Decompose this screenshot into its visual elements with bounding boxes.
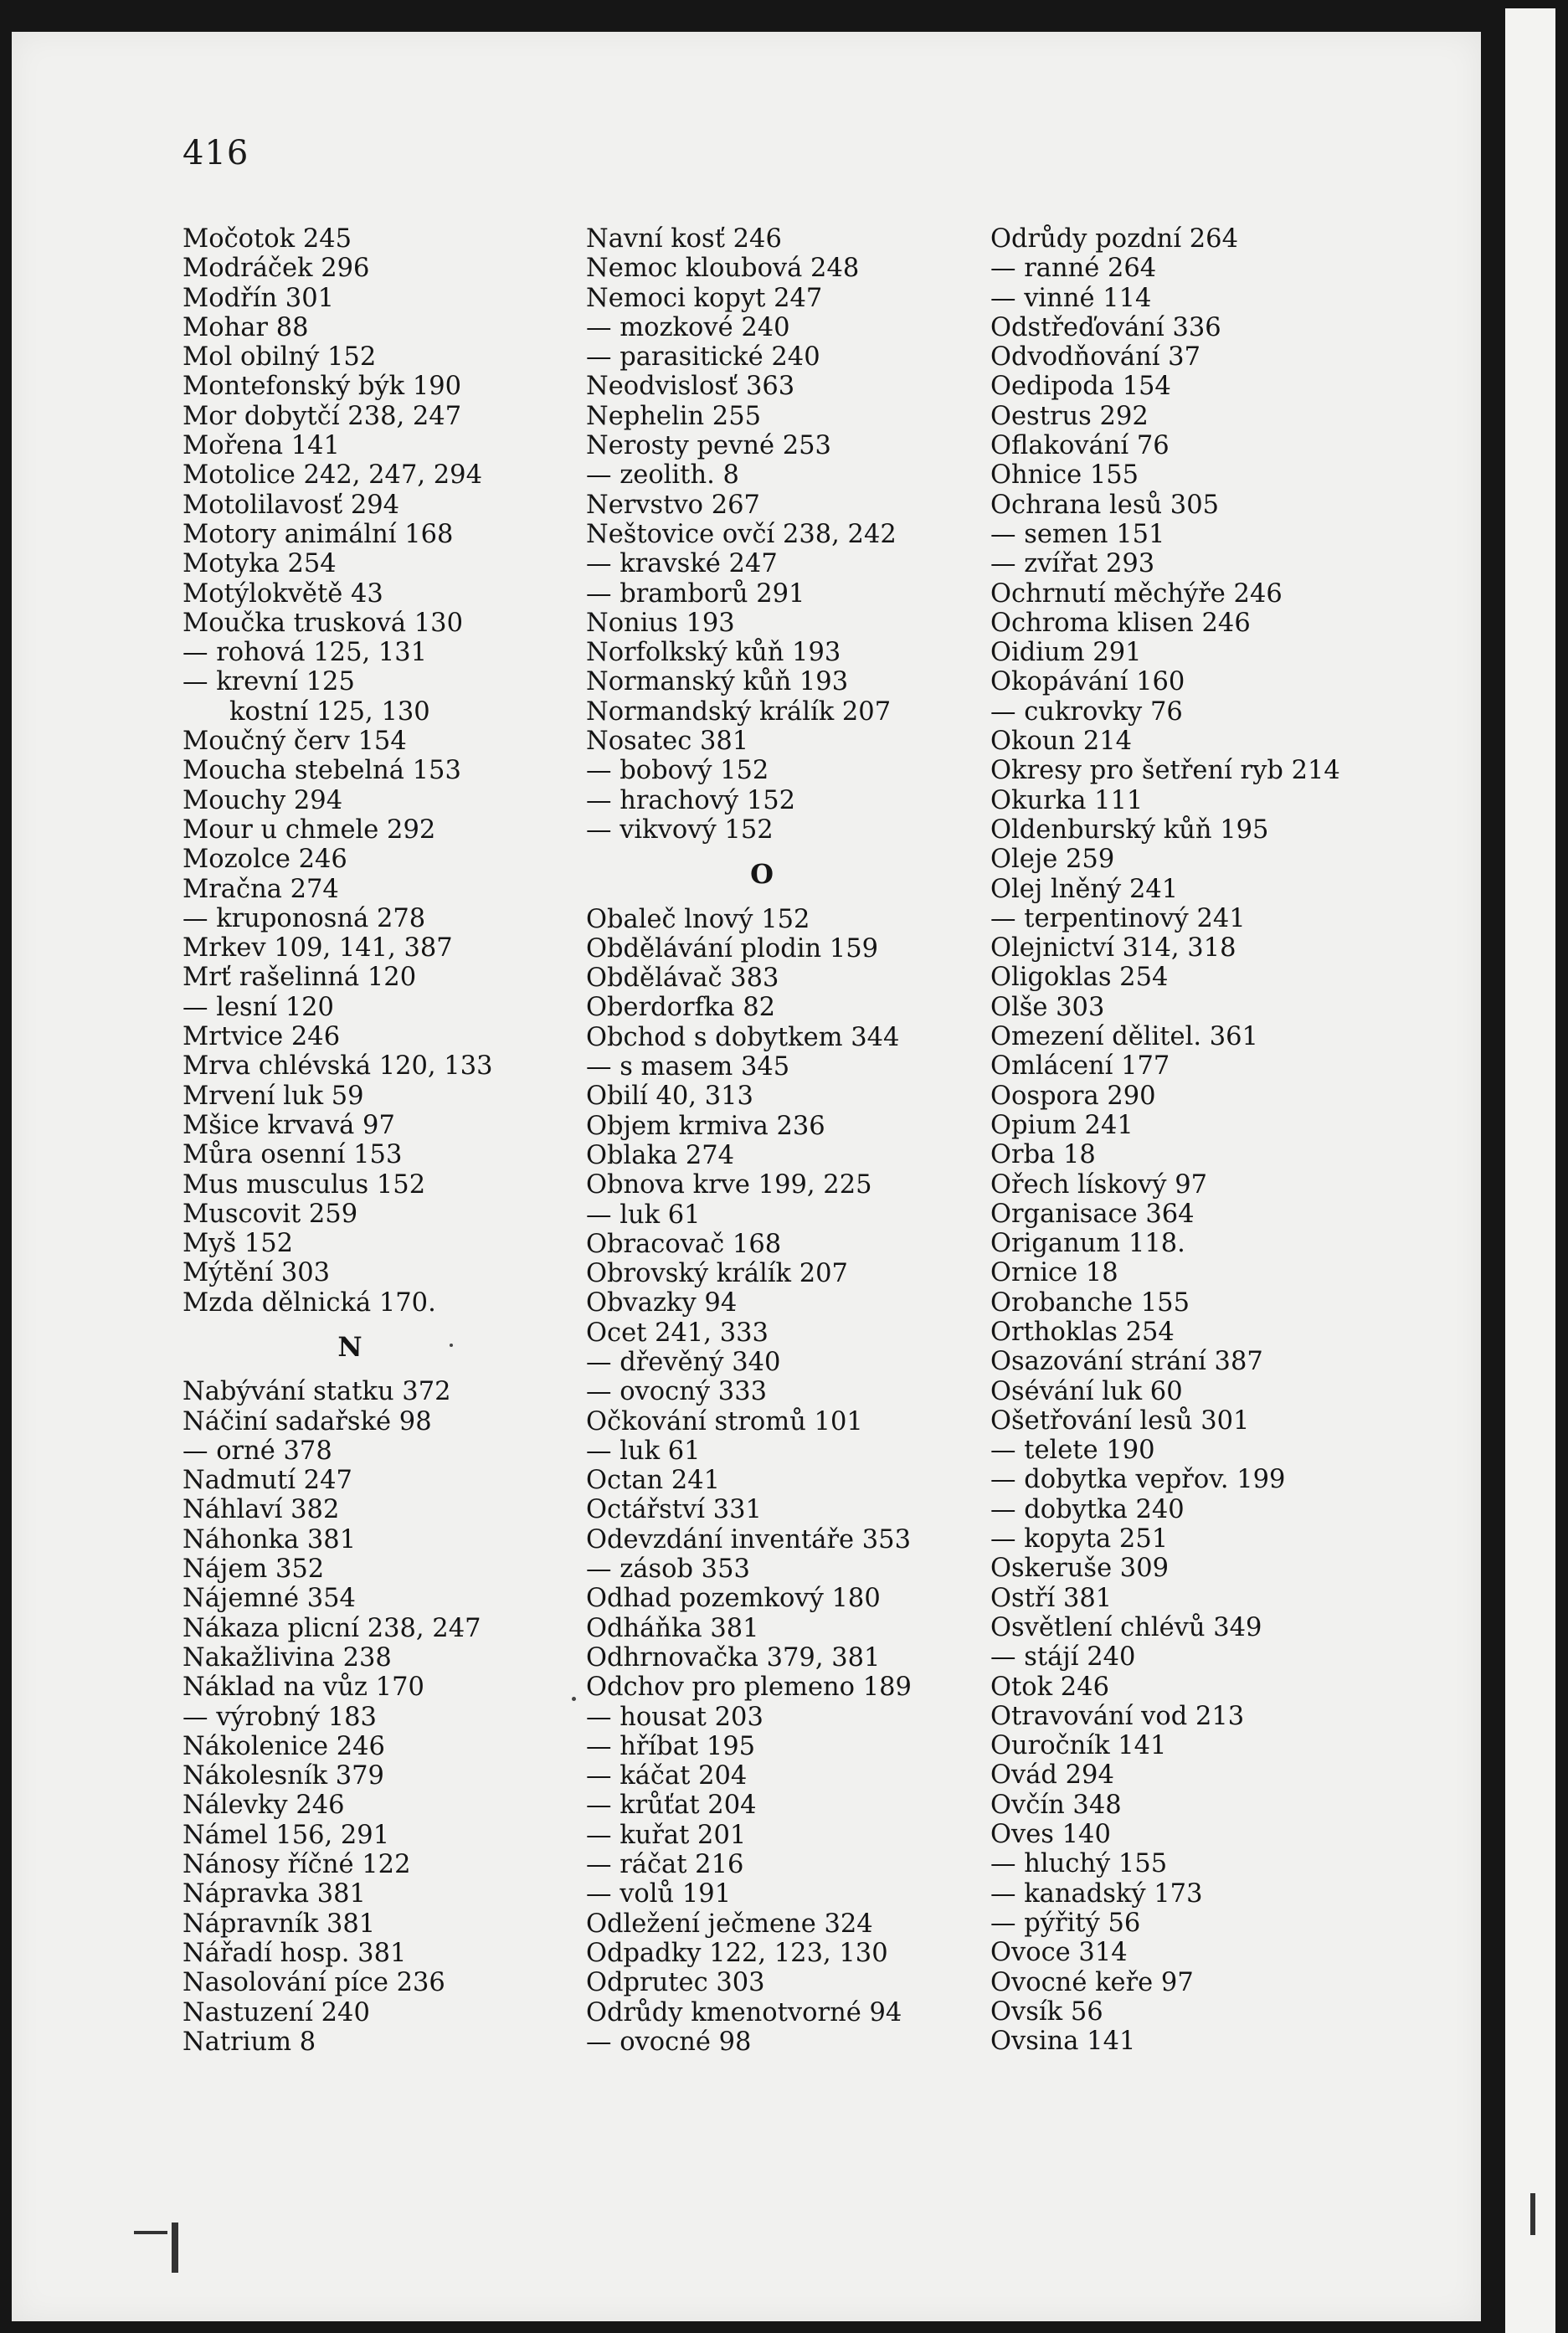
index-entry: — zeolith. 8	[586, 460, 739, 491]
index-entry: Ovčín 348	[990, 1790, 1122, 1820]
index-entry: — stájí 240	[990, 1642, 1136, 1673]
index-entry: Osévání luk 60	[990, 1376, 1183, 1406]
index-entry: Ohnice 155	[990, 460, 1139, 491]
index-entry: Námel 156, 291	[183, 1820, 390, 1850]
index-entry: Odhad pozemkový 180	[586, 1584, 881, 1614]
index-entry: Obilí 40, 313	[586, 1082, 753, 1112]
index-entry: — dobytka vepřov. 199	[990, 1465, 1286, 1495]
index-entry: Orthoklas 254	[990, 1317, 1175, 1347]
index-entry: Mus musculus 152	[183, 1169, 426, 1200]
scan-margin-mark	[172, 2223, 178, 2273]
index-entry: Ovocné keře 97	[990, 1967, 1194, 1997]
index-entry: — luk 61	[586, 1436, 701, 1466]
index-entry: — ranné 264	[990, 254, 1157, 284]
index-entry: Nasolování píce 236	[183, 1968, 445, 1998]
index-entry: Odchov pro plemeno 189	[586, 1673, 912, 1703]
index-entry: Opium 241	[990, 1110, 1134, 1140]
index-entry: — s masem 345	[586, 1052, 790, 1082]
index-entry: Nájem 352	[183, 1554, 325, 1585]
index-entry: Nastuzení 240	[183, 1997, 370, 2027]
index-entry: Natrium 8	[183, 2027, 316, 2057]
index-entry: Odležení ječmene 324	[586, 1909, 873, 1939]
index-entry: Normanský kůň 193	[586, 667, 849, 697]
index-entry: Mour u chmele 292	[183, 814, 436, 845]
index-entry: Mrtvice 246	[183, 1022, 341, 1052]
index-entry: Nákolenice 246	[183, 1731, 385, 1761]
index-entry: — rohová 125, 131	[183, 638, 428, 668]
index-entry: Můra osenní 153	[183, 1140, 403, 1170]
index-entry: Mořena 141	[183, 431, 340, 461]
index-entry: — kanadský 173	[990, 1878, 1203, 1909]
index-entry: Obnova krve 199, 225	[586, 1170, 872, 1200]
index-entry: Motyka 254	[183, 549, 337, 579]
index-entry: — ráčat 216	[586, 1850, 744, 1880]
index-entry: — zvířat 293	[990, 549, 1155, 579]
index-entry: Olše 303	[990, 992, 1105, 1022]
index-entry: Normandský králík 207	[586, 696, 892, 727]
index-entry: Olej lněný 241	[990, 874, 1179, 904]
index-entry: Ochroma klisen 246	[990, 608, 1251, 638]
index-entry: — housat 203	[586, 1702, 763, 1732]
index-entry: — lesní 120	[183, 992, 334, 1022]
index-entry: Octářství 331	[586, 1495, 762, 1525]
index-entry: Mrkev 109, 141, 387	[183, 933, 453, 964]
index-entry: Nánosy říčné 122	[183, 1850, 411, 1880]
index-entry: Obracovač 168	[586, 1229, 782, 1259]
index-entry: Motolilavosť 294	[183, 490, 400, 520]
index-entry: Objem krmiva 236	[586, 1111, 825, 1141]
index-entry: Odhrnovačka 379, 381	[586, 1642, 881, 1673]
index-entry: Oligoklas 254	[990, 963, 1169, 993]
index-entry: Nálevky 246	[183, 1791, 345, 1821]
index-entry: — krevní 125	[183, 667, 355, 697]
index-entry: Obvazky 94	[586, 1288, 738, 1318]
index-entry: Okopávání 160	[990, 667, 1185, 697]
index-entry: Oleje 259	[990, 845, 1115, 875]
index-entry: — luk 61	[586, 1200, 701, 1230]
index-entry: Omezení dělitel. 361	[990, 1022, 1258, 1052]
index-entry: — volů 191	[586, 1879, 732, 1909]
index-entry: Oldenburský kůň 195	[990, 814, 1269, 845]
index-entry: Neštovice ovčí 238, 242	[586, 519, 897, 549]
index-entry: Ošetřování lesů 301	[990, 1405, 1250, 1436]
index-entry: Nonius 193	[586, 608, 735, 638]
index-entry: — mozkové 240	[586, 312, 790, 342]
index-entry: Nájemné 354	[183, 1584, 356, 1614]
index-entry: — dřevěný 340	[586, 1347, 781, 1377]
index-entry: — vinné 114	[990, 283, 1152, 313]
index-entry: — hluchý 155	[990, 1849, 1168, 1879]
index-entry: Nemoc kloubová 248	[586, 254, 860, 284]
index-entry: — bramborů 291	[586, 578, 805, 609]
index-entry: Organisace 364	[990, 1199, 1195, 1229]
index-entry: Oskeruše 309	[990, 1554, 1170, 1584]
index-entry: Nakažlivina 238	[183, 1642, 392, 1673]
index-entry: Osvětlení chlévů 349	[990, 1612, 1262, 1642]
index-entry: — kopyta 251	[990, 1524, 1169, 1554]
index-entry: Oedipoda 154	[990, 372, 1171, 402]
index-entry: Okurka 111	[990, 785, 1144, 815]
index-entry: Ovsina 141	[990, 2027, 1136, 2057]
index-entry: Nápravník 381	[183, 1909, 376, 1939]
index-entry: Nákolesník 379	[183, 1761, 384, 1791]
index-entry: Modřín 301	[183, 283, 335, 313]
index-entry: Oidium 291	[990, 638, 1142, 668]
index-entry: Moucha stebelná 153	[183, 756, 461, 786]
index-entry: — káčat 204	[586, 1761, 748, 1791]
index-entry: — hrachový 152	[586, 785, 796, 815]
index-entry: Odháňka 381	[586, 1613, 759, 1643]
index-entry: Ovsík 56	[990, 1996, 1103, 2027]
index-entry: Orobanche 155	[990, 1287, 1190, 1318]
index-entry: Montefonský býk 190	[183, 372, 462, 402]
index-entry: Ovád 294	[990, 1760, 1114, 1791]
index-entry: — hříbat 195	[586, 1731, 756, 1761]
index-entry: Okresy pro šetření ryb 214	[990, 756, 1340, 786]
index-entry: Nemoci kopyt 247	[586, 283, 823, 313]
index-entry: — pýřitý 56	[990, 1908, 1141, 1938]
index-entry: Ornice 18	[990, 1258, 1118, 1288]
index-entry: Otok 246	[990, 1672, 1110, 1702]
index-entry: — vikvový 152	[586, 814, 774, 845]
index-entry: Mohar 88	[183, 312, 309, 342]
index-entry: — terpentinový 241	[990, 903, 1246, 933]
index-entry: Ovoce 314	[990, 1938, 1128, 1968]
index-entry: — bobový 152	[586, 756, 769, 786]
index-entry: Odpadky 122, 123, 130	[586, 1938, 888, 1968]
index-entry: Mzda dělnická 170.	[183, 1287, 436, 1318]
index-entry: Nářadí hosp. 381	[183, 1938, 407, 1968]
index-entry: Oospora 290	[990, 1081, 1156, 1111]
index-entry: Mrva chlévská 120, 133	[183, 1051, 493, 1082]
index-entry: — kruponosná 278	[183, 903, 426, 933]
index-entry: Nephelin 255	[586, 401, 762, 431]
index-entry: Nápravka 381	[183, 1879, 366, 1909]
index-entry: Olejnictví 314, 318	[990, 933, 1236, 964]
index-entry: Nerosty pevné 253	[586, 431, 831, 461]
adjacent-page-edge	[1505, 8, 1555, 2333]
index-entry: Odstřeďování 336	[990, 312, 1221, 342]
index-entry: Náhonka 381	[183, 1524, 357, 1554]
index-entry: Očkování stromů 101	[586, 1406, 863, 1436]
index-entry: Orba 18	[990, 1140, 1096, 1170]
index-entry: Origanum 118.	[990, 1229, 1185, 1259]
index-entry: — kuřat 201	[586, 1820, 747, 1850]
index-entry: Mouchy 294	[183, 785, 343, 815]
index-entry: Moučka trusková 130	[183, 608, 463, 638]
index-entry: Navní kosť 246	[586, 224, 782, 254]
index-entry: Odprutec 303	[586, 1968, 765, 1998]
index-entry: Nadmutí 247	[183, 1466, 352, 1496]
index-entry: Obdělávač 383	[586, 964, 779, 994]
index-entry: Odvodňování 37	[990, 342, 1200, 373]
index-entry: Odrůdy kmenotvorné 94	[586, 1997, 902, 2027]
index-entry: Norfolkský kůň 193	[586, 638, 841, 668]
index-entry: Náklad na vůz 170	[183, 1673, 424, 1703]
index-entry: Ochrana lesů 305	[990, 490, 1220, 520]
scan-margin-mark	[134, 2231, 167, 2234]
index-entry: Oflakování 76	[990, 431, 1170, 461]
index-entry: Nosatec 381	[586, 727, 749, 757]
index-entry: Otravování vod 213	[990, 1701, 1245, 1731]
page-number: 416	[183, 134, 249, 172]
index-entry: Ochrnutí měchýře 246	[990, 578, 1283, 609]
scan-speck	[450, 1344, 453, 1347]
index-entry: Osazování strání 387	[990, 1347, 1263, 1377]
index-entry: Motolice 242, 247, 294	[183, 460, 482, 491]
index-entry: kostní 125, 130	[229, 696, 430, 727]
index-entry: Myš 152	[183, 1229, 294, 1259]
index-entry: Obchod s dobytkem 344	[586, 1022, 900, 1052]
index-entry: Náhlaví 382	[183, 1495, 340, 1525]
index-entry: Ouročník 141	[990, 1731, 1167, 1761]
scan-margin-mark	[1530, 2193, 1535, 2235]
index-entry: — krůťat 204	[586, 1791, 757, 1821]
index-entry: — orné 378	[183, 1436, 332, 1466]
index-entry: Octan 241	[586, 1466, 721, 1496]
index-entry: — ovocné 98	[586, 2027, 752, 2057]
index-entry: Náčiní sadařské 98	[183, 1406, 432, 1436]
index-entry: Močotok 245	[183, 224, 352, 254]
index-entry: — kravské 247	[586, 549, 778, 579]
index-entry: Mrvení luk 59	[183, 1081, 364, 1111]
section-heading-o: O	[750, 858, 774, 891]
index-entry: Mračna 274	[183, 874, 339, 904]
index-entry: Oblaka 274	[586, 1140, 735, 1170]
index-entry: — cukrovky 76	[990, 696, 1183, 727]
index-entry: Obrovský králík 207	[586, 1259, 848, 1289]
index-entry: Odevzdání inventáře 353	[586, 1524, 911, 1554]
index-entry: — parasitické 240	[586, 342, 820, 373]
index-entry: Mrť rašelinná 120	[183, 963, 417, 993]
index-entry: Omlácení 177	[990, 1051, 1170, 1082]
index-entry: Nabývání statku 372	[183, 1377, 451, 1407]
index-entry: Nákaza plicní 238, 247	[183, 1613, 481, 1643]
index-entry: — zásob 353	[586, 1554, 750, 1585]
index-entry: Ostří 381	[990, 1583, 1113, 1613]
section-heading-n: N	[337, 1330, 362, 1363]
index-entry: Motory animální 168	[183, 519, 454, 549]
index-column-1	[183, 224, 517, 2057]
index-entry: Oberdorfka 82	[586, 993, 776, 1023]
index-entry: Oves 140	[990, 1820, 1111, 1850]
index-entry: Odrůdy pozdní 264	[990, 224, 1238, 254]
index-entry: Mol obilný 152	[183, 342, 377, 373]
index-entry: — semen 151	[990, 519, 1165, 549]
index-entry: Mšice krvavá 97	[183, 1110, 395, 1140]
scan-speck	[572, 1697, 576, 1701]
index-entry: — dobytka 240	[990, 1494, 1185, 1524]
index-column-3	[990, 224, 1340, 2056]
index-entry: Obdělávání plodin 159	[586, 933, 879, 964]
index-entry: — ovocný 333	[586, 1377, 768, 1407]
index-entry: Moučný červ 154	[183, 727, 407, 757]
index-entry: Motýlokvětě 43	[183, 578, 383, 609]
index-entry: Mozolce 246	[183, 845, 347, 875]
index-entry: Nervstvo 267	[586, 490, 760, 520]
index-entry: Muscovit 259	[183, 1199, 358, 1229]
index-entry: Okoun 214	[990, 727, 1133, 757]
index-entry: Mor dobytčí 238, 247	[183, 401, 462, 431]
index-entry: Ocet 241, 333	[586, 1318, 769, 1348]
index-entry: — výrobný 183	[183, 1702, 377, 1732]
index-entry: Obaleč lnový 152	[586, 904, 810, 934]
index-entry: Mýtění 303	[183, 1258, 331, 1288]
index-column-2	[586, 224, 938, 2057]
index-entry: Ořech lískový 97	[990, 1169, 1208, 1200]
index-entry: Neodvislosť 363	[586, 372, 795, 402]
index-entry: — telete 190	[990, 1436, 1155, 1466]
index-entry: Modráček 296	[183, 254, 370, 284]
index-entry: Oestrus 292	[990, 401, 1149, 431]
